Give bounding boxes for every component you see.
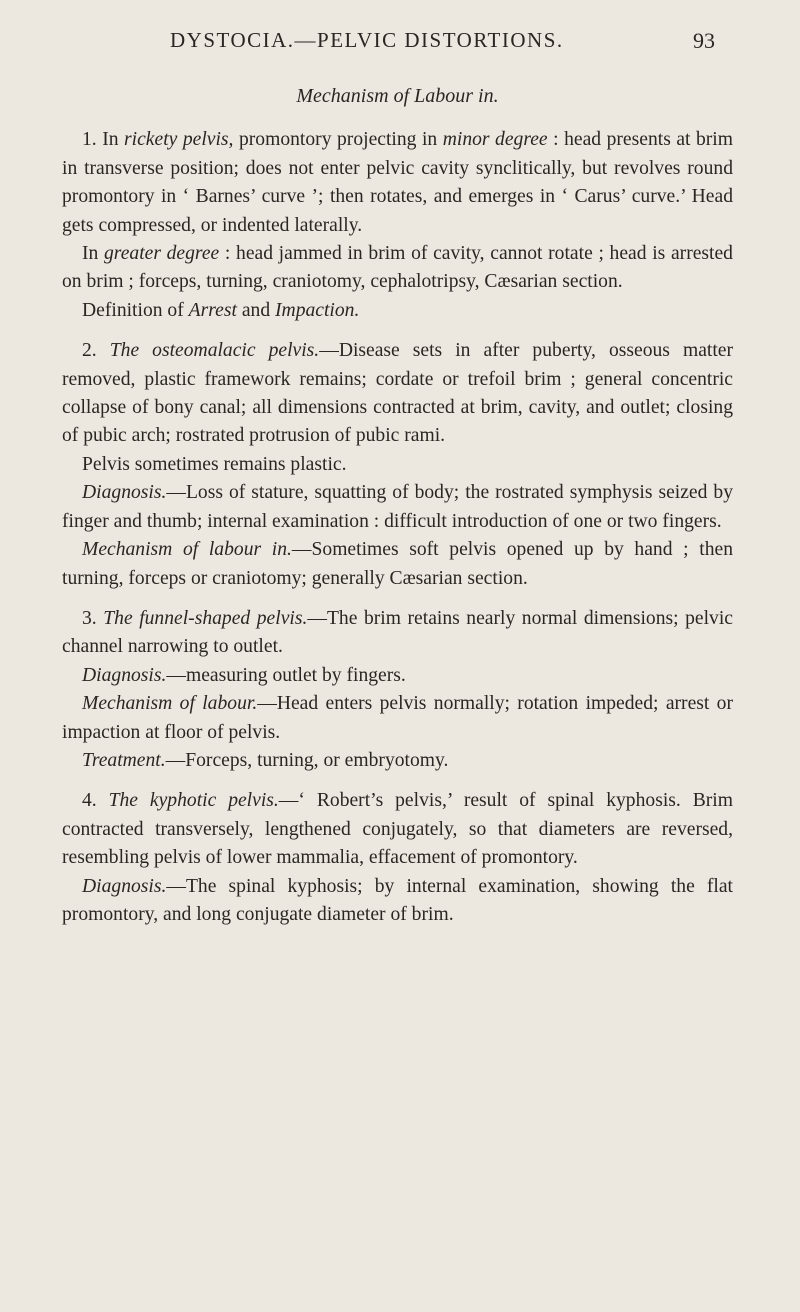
- italic-text: The funnel-shaped pelvis.: [103, 607, 308, 629]
- italic-text: minor degree: [442, 129, 548, 151]
- running-title: DYSTOCIA.—PELVIC DISTORTIONS.: [170, 28, 564, 52]
- text-run: Pelvis sometimes remains plastic.: [82, 453, 347, 475]
- paragraph: [62, 787, 733, 872]
- paragraph: [62, 451, 733, 479]
- text-run: —The spinal kyphosis; by internal examination, showing the flat promontory, and long conjugate diameter of brim.: [62, 875, 733, 925]
- text-run: —Sometimes soft pelvis opened up by hand ; then turning, forceps or craniotomy; generally Cæsarian section.: [62, 539, 733, 589]
- italic-text: Impaction.: [275, 299, 360, 321]
- paragraph: [62, 337, 733, 451]
- paragraph-list: [62, 126, 733, 929]
- text-run: : head presents at brim in transverse position; does not enter pelvic cavity synclitically, but revolves round promontory in ‘ Barnes’ curve ’; then rotates, and emerges in ‘ Carus’ curve.’ Head gets compressed, or indented laterally.: [62, 129, 733, 236]
- text-run: Definition of: [82, 299, 189, 321]
- italic-text: Mechanism of labour.: [82, 693, 258, 715]
- italic-text: greater degree: [104, 243, 220, 265]
- text-run: and: [236, 299, 276, 321]
- text-run: : head jammed in brim of cavity, cannot rotate ; head is arrested on brim ; forceps, turning, craniotomy, cephalotripsy, Cæsarian section.: [62, 243, 733, 293]
- paragraph: [62, 662, 733, 690]
- italic-text: Arrest: [188, 299, 237, 321]
- paragraph: [62, 240, 733, 297]
- italic-text: rickety pelvis,: [124, 129, 234, 151]
- text-run: —Loss of stature, squatting of body; the rostrated symphysis seized by finger and thumb; internal examination : difficult introduction of one or two fingers.: [62, 482, 733, 532]
- italic-text: The osteomalacic pelvis.: [109, 340, 320, 362]
- paragraph: [62, 479, 733, 536]
- text-run: 1. In: [82, 129, 125, 151]
- text-run: —Head enters pelvis normally; rotation impeded; arrest or impaction at floor of pelvis.: [62, 693, 733, 743]
- section-title: Mechanism of Labour in.: [296, 85, 499, 107]
- text-run: —Forceps, turning, or embryotomy.: [165, 749, 449, 771]
- text-run: —‘ Robert’s pelvis,’ result of spinal kyphosis. Brim contracted transversely, lengthened conjugately, so that diameters are reversed, resembling pelvis of lower mammalia, effacement of promontory.: [62, 790, 733, 869]
- text-run: 3.: [82, 607, 104, 629]
- italic-text: Diagnosis.: [82, 664, 167, 686]
- paragraph: [62, 747, 733, 775]
- italic-text: Diagnosis.: [82, 875, 167, 897]
- paragraph: [62, 297, 733, 325]
- italic-text: Treatment.: [82, 749, 166, 771]
- page-body: [62, 82, 733, 929]
- page-number: 93: [693, 28, 715, 53]
- italic-text: Diagnosis.: [82, 482, 167, 504]
- paragraph: [62, 605, 733, 662]
- paragraph: [62, 126, 733, 240]
- text-run: —The brim retains nearly normal dimensions; pelvic channel narrowing to outlet.: [62, 607, 733, 658]
- text-run: 2.: [82, 340, 110, 362]
- paragraph: [62, 536, 733, 593]
- text-run: promontory projecting in: [233, 129, 443, 151]
- paragraph: [62, 690, 733, 747]
- paragraph: [62, 873, 733, 930]
- text-run: In: [82, 243, 104, 265]
- page-header: [0, 28, 800, 58]
- text-run: —Disease sets in after puberty, osseous matter removed, plastic framework remains; cordate or trefoil brim ; general concentric collapse of bony canal; all dimensions contracted at brim, cavity, and outlet; closing of pubic arch; rostrated protrusion of pubic rami.: [62, 340, 733, 447]
- text-run: —measuring outlet by fingers.: [166, 664, 406, 686]
- text-run: 4.: [82, 790, 109, 812]
- italic-text: Mechanism of labour in.: [82, 539, 292, 561]
- italic-text: The kyphotic pelvis.: [108, 790, 279, 812]
